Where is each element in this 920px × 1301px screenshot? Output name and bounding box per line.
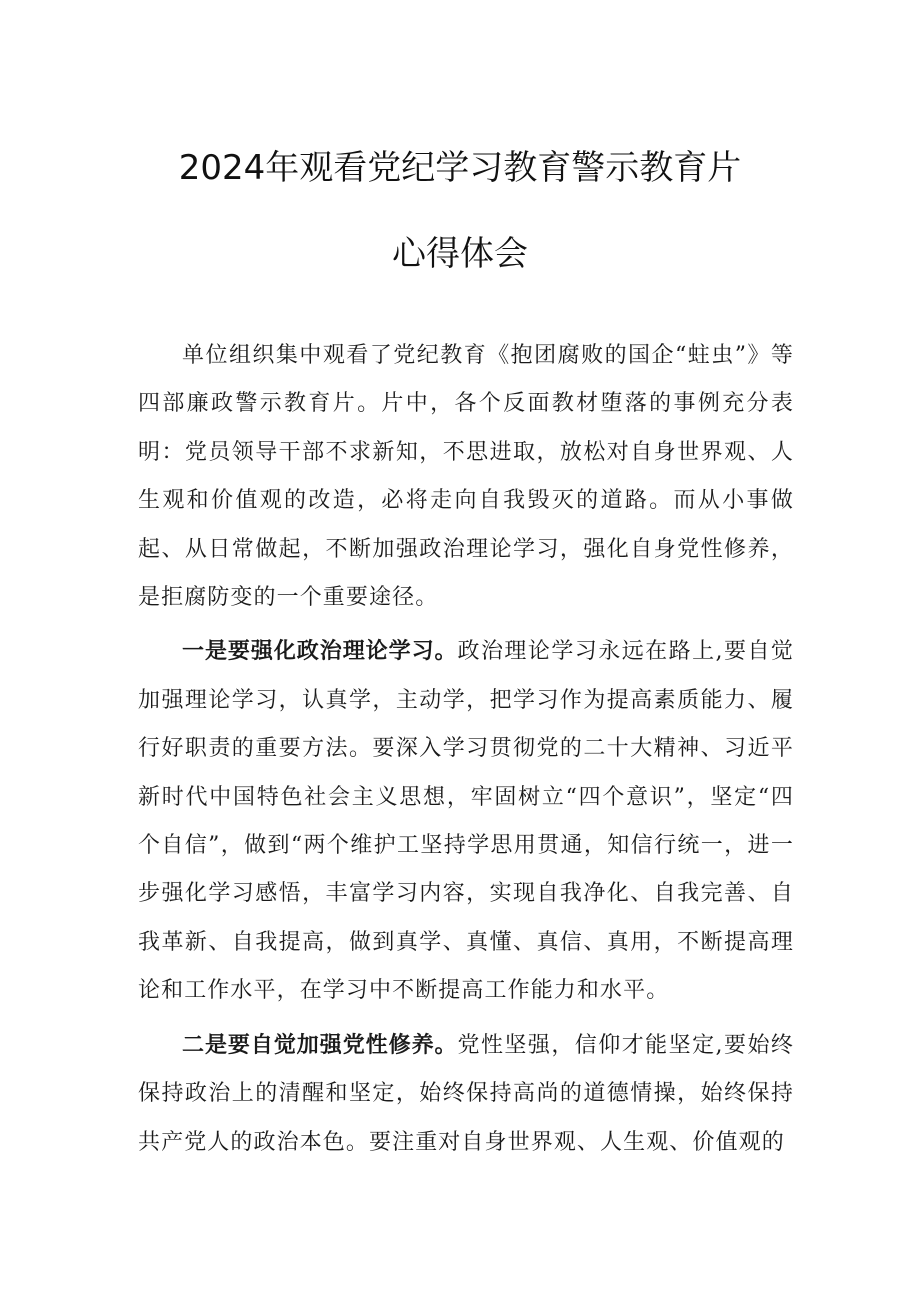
document-title-line-2: 心得体会: [392, 234, 528, 274]
paragraph-lead: 二是要自觉加强党性修养。: [182, 1032, 458, 1058]
paragraph-text: 党性坚强，信仰才能坚定,要始终保持政治上的清醒和坚定，始终保持高尚的道德情操，始终保持共产党人的政治本色。要注重对自身世界观、人生观、价值观的: [138, 1032, 795, 1155]
paragraph-lead: 一是要强化政治理论学习。: [182, 639, 458, 665]
paragraph-point-2: [138, 1022, 794, 1167]
paragraph-text: 政治理论学习永远在路上,要自觉加强理论学习，认真学，主动学，把学习作为提高素质能力、履行好职责的重要方法。要深入学习贯彻党的二十大精神、习近平新时代中国特色社会主义思想，牢固树立“四个意识”，坚定“四个自信”，做到“两个维护工坚持学思用贯通，知信行统一，进一步强化学习感悟，丰富学习内容，实现自我净化、自我完善、自我革新、自我提高，做到真学、真懂、真信、真用，不断提高理论和工作水平，在学习中不断提高工作能力和水平。: [138, 639, 795, 1004]
document-body: [138, 332, 794, 1167]
paragraph-point-1: [138, 628, 794, 1015]
paragraph-text: 单位组织集中观看了党纪教育《抱团腐败的国企“蛀虫”》等四部廉政警示教育片。片中，各个反面教材堕落的事例充分表明：党员领导干部不求新知，不思进取，放松对自身世界观、人生观和价值观的改造，必将走向自我毁灭的道路。而从小事做起、从日常做起，不断加强政治理论学习，强化自身党性修养，是拒腐防变的一个重要途径。: [138, 343, 794, 611]
document-title-line-1: 2024年观看党纪学习教育警示教育片: [178, 148, 742, 188]
paragraph-intro: [138, 332, 794, 622]
